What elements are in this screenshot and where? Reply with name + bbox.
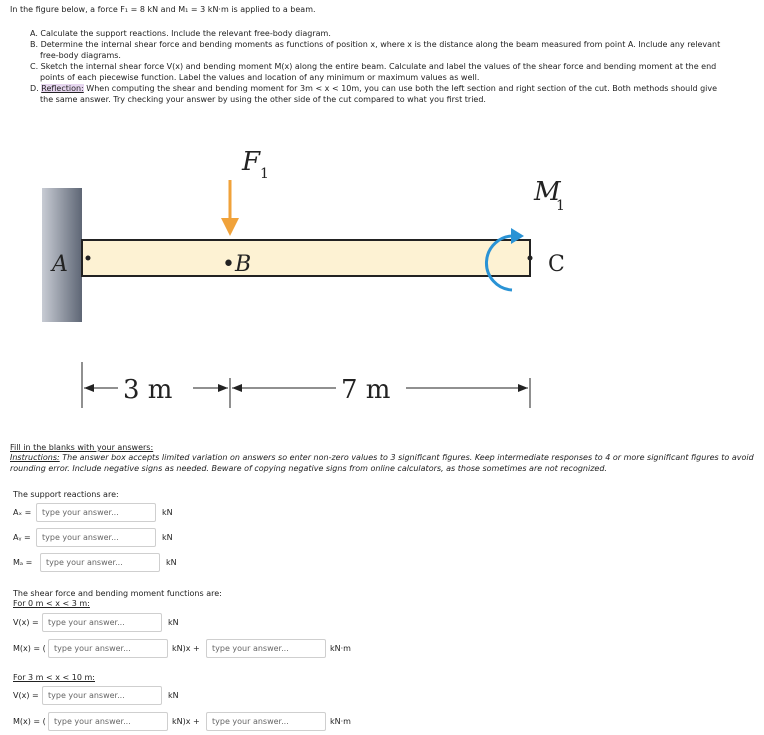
instructions-line2: rounding error. Include negative signs as needed. Beware of copying negative signs from online calculators, as those sometimes are not recognized. xyxy=(10,464,607,473)
m1-coef-unit: kN)x + xyxy=(172,644,200,653)
m1-const-input[interactable] xyxy=(206,639,326,658)
moment-label: M xyxy=(534,177,561,207)
dim-label-7m: 7 m xyxy=(341,375,391,405)
ay-unit: kN xyxy=(162,533,173,542)
label-a: A xyxy=(52,252,68,277)
m2-const-unit: kN·m xyxy=(330,717,351,726)
task-d-rest: When computing the shear and bending moment for 3m < x < 10m, you can use both the left section and right section of the cut. Both methods should give xyxy=(83,84,718,93)
ax-unit: kN xyxy=(162,508,173,517)
label-b: •B xyxy=(222,252,252,277)
v2-label: V(x) = xyxy=(13,691,39,700)
v1-unit: kN xyxy=(168,618,179,627)
ax-label: Aₓ = xyxy=(13,508,32,517)
range2-label: For 3 m < x < 10 m: xyxy=(13,673,95,682)
beam xyxy=(82,240,530,276)
v1-input[interactable] xyxy=(42,613,162,632)
m1-coef-input[interactable] xyxy=(48,639,168,658)
intro-text: In the figure below, a force F₁ = 8 kN and M₁ = 3 kN·m is applied to a beam. xyxy=(10,5,316,14)
ma-input[interactable] xyxy=(40,553,160,572)
ma-unit: kN xyxy=(166,558,177,567)
ay-input[interactable] xyxy=(36,528,156,547)
dim-arrow-right xyxy=(518,384,528,392)
label-c: C xyxy=(548,252,565,277)
task-b-line1: B. Determine the internal shear force and bending moments as functions of position x, where x is the distance along the beam measured from point A. Include any relevant xyxy=(30,40,721,49)
ax-input[interactable] xyxy=(36,503,156,522)
ma-label: Mₐ = xyxy=(13,558,33,567)
dim-arrow-mid-right xyxy=(232,384,242,392)
m2-coef-input[interactable] xyxy=(48,712,168,731)
force-label: F xyxy=(242,147,261,177)
instructions-label: Instructions: xyxy=(10,453,60,462)
instructions-text: The answer box accepts limited variation on answers so enter non-zero values to 3 significant figures. Keep intermediate responses to 4 or more significant figures to avoid xyxy=(59,453,754,462)
v2-input[interactable] xyxy=(42,686,162,705)
force-subscript: 1 xyxy=(260,166,269,182)
m1-label: M(x) = ( xyxy=(13,644,46,653)
fill-heading: Fill in the blanks with your answers: xyxy=(10,443,154,452)
task-c-line2: points of each piecewise function. Label the values and location of any minimum or maximum values as well. xyxy=(40,73,480,82)
m2-label: M(x) = ( xyxy=(13,717,46,726)
dim-arrow-mid-left xyxy=(218,384,228,392)
v1-label: V(x) = xyxy=(13,618,39,627)
functions-heading: The shear force and bending moment functions are: xyxy=(13,589,222,598)
task-c-line1: C. Sketch the internal shear force V(x) and bending moment M(x) along the entire beam. Calculate and label the values of the shear force and bending moment at the end xyxy=(30,62,717,71)
instructions-line1 xyxy=(10,453,754,463)
point-c-dot xyxy=(528,256,533,261)
point-a-dot xyxy=(86,256,91,261)
v2-unit: kN xyxy=(168,691,179,700)
reflection-highlight: Reflection: xyxy=(41,84,84,93)
moment-subscript: 1 xyxy=(556,198,565,214)
task-b-line2: free-body diagrams. xyxy=(40,51,121,60)
dim-label-3m: 3 m xyxy=(123,375,173,405)
range1-label: For 0 m < x < 3 m: xyxy=(13,599,90,608)
ay-label: Aᵧ = xyxy=(13,533,31,542)
m2-coef-unit: kN)x + xyxy=(172,717,200,726)
force-arrow-head xyxy=(221,218,239,236)
task-d-line2: the same answer. Try checking your answer by using the other side of the cut compared to what you first tried. xyxy=(40,95,486,104)
reactions-heading: The support reactions are: xyxy=(13,490,119,499)
dim-arrow-left xyxy=(84,384,94,392)
task-a: A. Calculate the support reactions. Include the relevant free-body diagram. xyxy=(30,29,331,38)
m2-const-input[interactable] xyxy=(206,712,326,731)
task-d-prefix: D. xyxy=(30,84,42,93)
m1-const-unit: kN·m xyxy=(330,644,351,653)
